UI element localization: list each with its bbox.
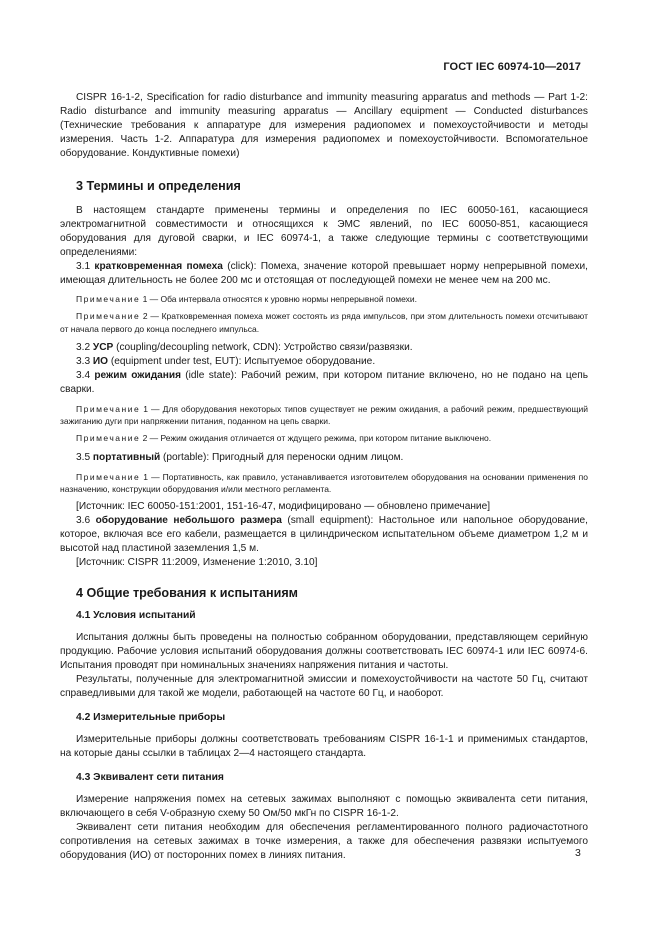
standard-header: ГОСТ IEC 60974-10—2017 — [443, 61, 581, 73]
term-number: 3.3 — [76, 355, 93, 367]
note-label: Примечание — [76, 403, 141, 414]
section-3-heading: 3 Термины и определения — [76, 179, 241, 193]
section-4-1-paragraph-1: Испытания должны быть проведены на полностью собранном оборудовании, представляющем серийную продукцию. Рабочие условия испытаний оборудования должны соответствовать IEC 60974-1 или IEC 60974-6. Испытания проводят при номинальных значениях напряжения питания и частоты. — [60, 632, 588, 672]
section-4-3-heading: 4.3 Эквивалент сети питания — [76, 772, 224, 784]
term-name: портативный — [92, 451, 161, 463]
term-name: кратковременная помеха — [94, 261, 223, 272]
term-number: 3.1 — [76, 261, 95, 272]
term-name: ИО — [92, 355, 109, 367]
section-4-3-paragraph-2: Эквивалент сети питания необходим для обеспечения регламентированного полного радиочастотного сопротивления на сетевых зажимах в точке измерения, а также для обеспечения развязки испытуемого оборудования (ИО) от посторонних помех в линиях питания. — [60, 822, 588, 862]
cispr-reference-paragraph: CISPR 16-1-2, Specification for radio disturbance and immunity measuring apparatus and methods — Part 1-2: Radio disturbance and immunity measuring apparatus — Ancillary equipment — Conducted disturbances (Технические требования к аппаратуре для измерения радиопомех и помехоустойчивости и методы измерения. Часть 1-2. Аппаратура для измерения радиопомех и помехоустойчивости. Вспомогательное оборудование. Кондуктивные помехи) — [60, 92, 588, 159]
note-text: 2 — Режим ожидания отличается от ждущего режима, при котором питание выключено. — [140, 433, 492, 444]
term-name: режим ожидания — [94, 369, 181, 381]
term-definition: (coupling/decoupling network, CDN): Устройство связи/развязки. — [113, 341, 413, 353]
term-3-1 — [60, 260, 588, 288]
term-name: оборудование небольшого размера — [95, 515, 282, 527]
term-3-5 — [60, 451, 588, 465]
note-3-4-2 — [60, 432, 588, 444]
source-3-6: [Источник: CISPR 11:2009, Изменение 1:2010, 3.10] — [76, 557, 318, 569]
term-3-3 — [60, 355, 588, 369]
note-text: 2 — Кратковременная помеха может состоять из ряда импульсов, при этом длительность помехи отсчитывают от начала первого до конца последнего импульса. — [60, 311, 588, 334]
term-3-6 — [60, 514, 588, 556]
term-number: 3.2 — [76, 341, 93, 353]
term-definition: (click): Помеха, значение которой превышает норму непрерывной помехи, имеющая длительность не более 200 мс и отстоящая от последующей помехи не менее чем на 200 мс. — [60, 261, 588, 286]
section-4-heading: 4 Общие требования к испытаниям — [76, 586, 298, 601]
section-4-3-paragraph-1: Измерение напряжения помех на сетевых зажимах выполняют с помощью эквивалента сети питания, включающего в себя V-образную схему 50 Ом/50 мкГн по CISPR 16-1-2. — [60, 794, 588, 820]
term-name: УСР — [92, 341, 114, 353]
page-number: 3 — [575, 847, 581, 859]
term-number: 3.4 — [76, 369, 95, 381]
page-content — [60, 91, 588, 863]
note-3-1-1 — [60, 293, 588, 305]
section-4-1-paragraph-2: Результаты, полученные для электромагнитной эмиссии и помехоустойчивости на частоте 50 Гц, считают справедливыми для такой же модели, работающей на частоте 60 Гц, и наоборот. — [60, 674, 588, 700]
note-label: Примечание — [76, 471, 141, 482]
term-definition: (portable): Пригодный для переноски одним лицом. — [160, 451, 404, 463]
note-label: Примечание — [76, 433, 141, 444]
section-4-1-heading: 4.1 Условия испытаний — [76, 610, 196, 622]
term-definition: (equipment under test, EUT): Испытуемое оборудование. — [108, 355, 376, 367]
section-3-intro: В настоящем стандарте применены термины и определения по IEC 60050-161, касающиеся электромагнитной совместимости и относящихся к ЭМС явлений, по IEC 60050-851, касающиеся оборудования для дуговой сварки, и IEC 60974-1, а также следующие термины с соответствующими определениями: — [60, 205, 588, 258]
term-number: 3.6 — [76, 515, 96, 527]
section-4-2-paragraph-1: Измерительные приборы должны соответствовать требованиям CISPR 16-1-1 и применимых стандартов, на которые даны ссылки в таблицах 2—4 настоящего стандарта. — [60, 734, 588, 760]
term-3-2 — [60, 341, 588, 355]
note-text: 1 — Портативность, как правило, устанавливается изготовителем оборудования на основании применения по назначению, конструкции оборудования и/или местного регламента. — [60, 471, 588, 495]
note-3-4-1 — [60, 403, 588, 428]
source-3-5: [Источник: IEC 60050-151:2001, 151-16-47, модифицировано — обновлено примечание] — [76, 501, 491, 513]
note-text: 1 — Для оборудования некоторых типов существует не режим ожидания, а рабочий режим, предшествующий зажиганию дуги при напряжении питания, поданном на цепь сварки. — [60, 403, 588, 427]
section-4-2-heading: 4.2 Измерительные приборы — [76, 712, 226, 724]
term-number: 3.5 — [76, 451, 93, 463]
note-3-5-1 — [60, 471, 588, 496]
note-3-1-2 — [60, 310, 588, 335]
note-text: 1 — Оба интервала относятся к уровню нормы непрерывной помехи. — [140, 294, 418, 304]
term-definition: (idle state): Рабочий режим, при котором питание включено, но не подано на цепь сварки. — [60, 369, 588, 395]
term-definition: (small equipment): Настольное или напольное оборудование, которое, включая все его кабели, размещается в цилиндрическом испытательном объеме диаметром 1,2 м и высотой над пластиной заземления 1,5 м. — [60, 515, 588, 555]
note-label: Примечание — [76, 294, 141, 304]
term-3-4 — [60, 369, 588, 397]
note-label: Примечание — [76, 311, 141, 322]
